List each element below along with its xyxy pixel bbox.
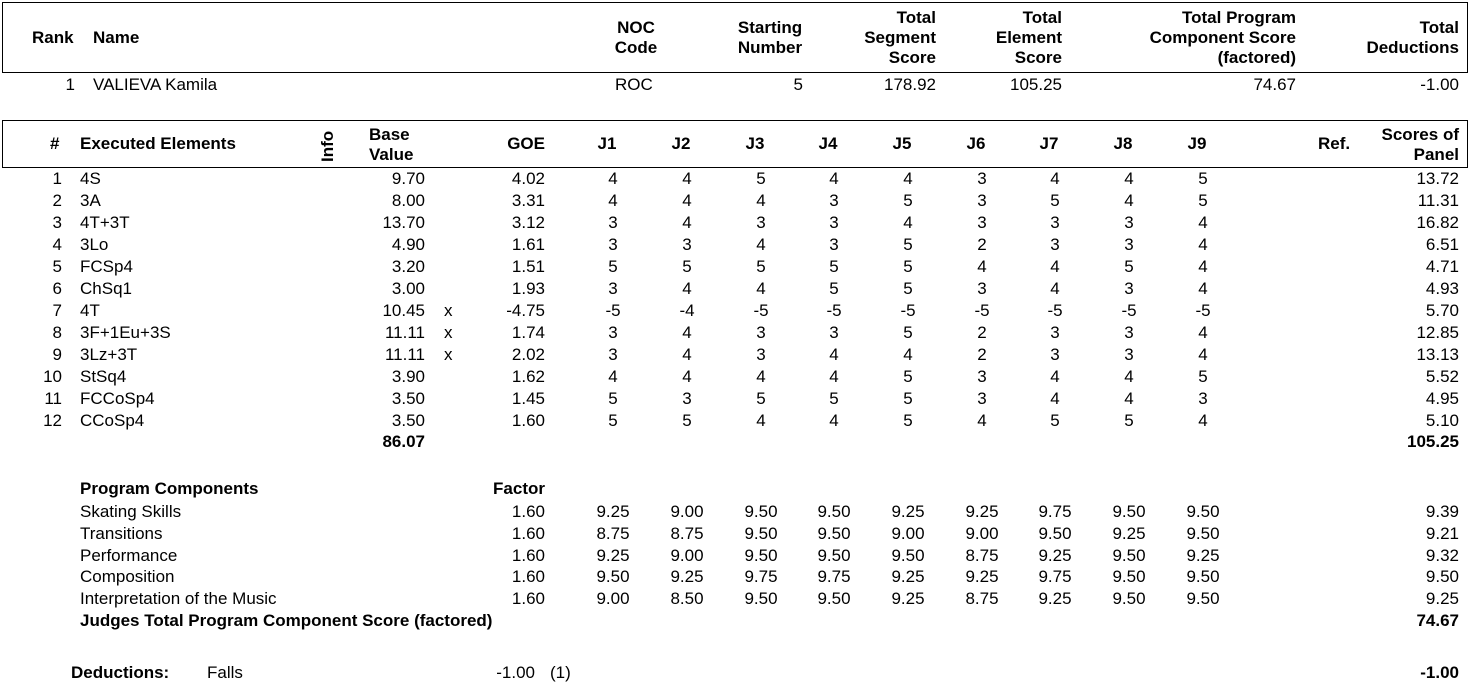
element-judge-score: 3 [1124, 279, 1134, 298]
element-judge-score: 4 [682, 191, 692, 210]
element-goe: 1.93 [511, 279, 545, 298]
element-judge-score: 4 [682, 367, 692, 386]
element-judge-score: 4 [756, 367, 766, 386]
element-judge-score: 3 [1124, 345, 1134, 364]
skater-tes: 105.25 [1010, 75, 1062, 94]
element-judge-score: 5 [1198, 169, 1208, 188]
element-goe: 1.60 [511, 411, 545, 430]
element-panel-score: 12.85 [1416, 323, 1459, 342]
element-judge-score: 5 [608, 411, 618, 430]
judge-header: J3 [745, 134, 765, 153]
element-name: 3Lo [80, 235, 109, 254]
element-base-value: 3.50 [391, 389, 425, 408]
noc-code-header: NOC Code [614, 18, 658, 57]
element-number: 10 [43, 367, 62, 386]
element-judge-score: 4 [1124, 367, 1134, 386]
judge-header: J4 [818, 134, 838, 153]
component-judge-score: 9.50 [817, 545, 851, 565]
element-judge-score: -5 [605, 301, 621, 320]
element-name: CCoSp4 [80, 411, 145, 430]
element-number: 9 [52, 345, 62, 364]
executed-elements-header: Executed Elements [80, 134, 236, 153]
element-judge-score: 4 [682, 213, 692, 232]
component-judge-score: 9.50 [1112, 589, 1146, 609]
deduction-type: Falls [207, 663, 243, 682]
element-judge-score: 4 [756, 235, 766, 254]
component-judge-score: 9.25 [891, 589, 925, 609]
skater-noc: ROC [615, 75, 653, 94]
element-judge-score: 5 [1050, 191, 1060, 210]
element-base-value: 3.50 [391, 411, 425, 430]
element-bonus-marker: x [444, 345, 453, 364]
program-components-title: Program Components [80, 479, 259, 498]
component-judge-score: 9.50 [1112, 545, 1146, 565]
element-judge-score: 3 [829, 235, 839, 254]
element-number: 12 [43, 411, 62, 430]
component-judge-score: 8.50 [670, 589, 704, 609]
element-judge-score: -5 [974, 301, 990, 320]
element-judge-score: 4 [829, 169, 839, 188]
component-judge-score: 9.25 [891, 567, 925, 587]
element-judge-score: 5 [903, 367, 913, 386]
skater-starting-number: 5 [793, 75, 803, 94]
component-judge-score: 9.00 [670, 502, 704, 521]
component-judge-score: 9.50 [1112, 502, 1146, 521]
element-judge-score: 3 [1198, 389, 1208, 408]
component-factor: 1.60 [511, 523, 545, 543]
component-name: Composition [80, 567, 175, 587]
component-name: Interpretation of the Music [80, 589, 277, 609]
element-panel-score: 13.13 [1416, 345, 1459, 364]
element-judge-score: 5 [608, 257, 618, 276]
element-base-value: 3.20 [391, 257, 425, 276]
deductions-label: Deductions: [71, 663, 170, 682]
element-judge-score: 5 [682, 257, 692, 276]
element-judge-score: 4 [829, 345, 839, 364]
element-name: FCCoSp4 [80, 389, 155, 408]
skater-pcs: 74.67 [1253, 75, 1296, 94]
element-judge-score: 5 [1050, 411, 1060, 430]
element-judge-score: 4 [1198, 279, 1208, 298]
name-header: Name [93, 28, 140, 47]
element-name: FCSp4 [80, 257, 133, 276]
element-judge-score: 5 [608, 389, 618, 408]
starting-number-header: Starting Number [737, 18, 803, 57]
component-judge-score: 9.00 [891, 523, 925, 543]
element-judge-score: 3 [977, 279, 987, 298]
component-factor: 1.60 [511, 502, 545, 521]
element-goe: 1.51 [511, 257, 545, 276]
element-judge-score: -4 [679, 301, 695, 320]
element-base-value: 13.70 [382, 213, 425, 232]
element-name: 3A [80, 191, 101, 210]
element-judge-score: 4 [903, 213, 913, 232]
element-judge-score: -5 [826, 301, 842, 320]
element-number: 4 [52, 235, 62, 254]
element-judge-score: 4 [682, 345, 692, 364]
element-judge-score: 4 [829, 367, 839, 386]
element-goe: 3.12 [511, 213, 545, 232]
ref-header: Ref. [1318, 134, 1351, 153]
element-judge-score: 5 [1198, 367, 1208, 386]
element-judge-score: 5 [756, 257, 766, 276]
element-judge-score: 4 [756, 411, 766, 430]
element-judge-score: 4 [756, 279, 766, 298]
component-judge-score: 8.75 [965, 589, 999, 609]
component-judge-score: 9.50 [1038, 523, 1072, 543]
element-judge-score: 3 [608, 345, 618, 364]
element-judge-score: 4 [1124, 191, 1134, 210]
element-judge-score: 5 [903, 235, 913, 254]
element-judge-score: 3 [608, 235, 618, 254]
deductions-total: -1.00 [1420, 663, 1459, 682]
element-judge-score: 2 [977, 345, 987, 364]
component-judge-score: 9.75 [1038, 567, 1072, 587]
component-factor: 1.60 [511, 589, 545, 609]
component-factor: 1.60 [511, 567, 545, 587]
element-judge-score: 4 [1050, 367, 1060, 386]
element-panel-score: 6.51 [1425, 235, 1459, 254]
component-judge-score: 9.50 [1112, 567, 1146, 587]
component-judge-score: 9.50 [817, 523, 851, 543]
element-judge-score: 2 [977, 235, 987, 254]
element-judge-score: 3 [608, 323, 618, 342]
element-number: 8 [52, 323, 62, 342]
element-goe: 2.02 [511, 345, 545, 364]
element-judge-score: 3 [1050, 323, 1060, 342]
element-judge-score: 3 [977, 191, 987, 210]
component-panel-score: 9.39 [1425, 502, 1459, 521]
rank-header: Rank [32, 28, 74, 47]
element-judge-score: 5 [829, 389, 839, 408]
component-factor: 1.60 [511, 545, 545, 565]
element-judge-score: 4 [977, 411, 987, 430]
element-judge-score: 3 [756, 213, 766, 232]
element-judge-score: 4 [1198, 411, 1208, 430]
element-number: 2 [52, 191, 62, 210]
element-base-value: 10.45 [382, 301, 425, 320]
base-value-header: Base Value [369, 125, 414, 164]
skater-rank: 1 [65, 75, 75, 94]
element-judge-score: 5 [1124, 411, 1134, 430]
component-judge-score: 9.50 [1186, 589, 1220, 609]
component-judge-score: 9.50 [891, 545, 925, 565]
element-judge-score: 4 [1198, 213, 1208, 232]
element-judge-score: 3 [1050, 213, 1060, 232]
element-judge-score: 5 [756, 169, 766, 188]
component-judge-score: 9.25 [1112, 523, 1146, 543]
component-panel-score: 9.21 [1425, 523, 1459, 543]
component-judge-score: 9.00 [965, 523, 999, 543]
element-judge-score: 4 [682, 169, 692, 188]
base-value-total: 86.07 [382, 432, 425, 451]
element-judge-score: 3 [977, 169, 987, 188]
component-judge-score: 9.50 [1186, 502, 1220, 521]
judge-header: J1 [597, 134, 617, 153]
deduction-value: -1.00 [496, 663, 535, 682]
element-judge-score: 4 [608, 169, 618, 188]
total-element-score-header: Total Element Score [995, 8, 1062, 67]
element-judge-score: -5 [900, 301, 916, 320]
judge-header: J5 [892, 134, 912, 153]
element-judge-score: 3 [1124, 323, 1134, 342]
element-panel-score: 4.93 [1425, 279, 1459, 298]
judge-header: J9 [1187, 134, 1207, 153]
component-judge-score: 9.50 [744, 502, 778, 521]
scores-of-panel-header: Scores of Panel [1381, 125, 1459, 164]
component-judge-score: 9.50 [817, 589, 851, 609]
element-panel-score: 5.10 [1425, 411, 1459, 430]
element-judge-score: 3 [682, 235, 692, 254]
element-judge-score: 3 [608, 213, 618, 232]
component-judge-score: 9.75 [817, 567, 851, 587]
element-number: 1 [52, 169, 62, 188]
judge-header: J8 [1113, 134, 1133, 153]
element-judge-score: 4 [829, 411, 839, 430]
element-judge-score: 3 [1124, 213, 1134, 232]
element-judge-score: 4 [1124, 169, 1134, 188]
element-judge-score: -5 [753, 301, 769, 320]
component-panel-score: 9.25 [1425, 589, 1459, 609]
skater-deductions: -1.00 [1420, 75, 1459, 94]
element-goe: 3.31 [511, 191, 545, 210]
element-judge-score: 3 [977, 213, 987, 232]
element-judge-score: 3 [829, 213, 839, 232]
total-pcs-header: Total Program Component Score (factored) [1149, 8, 1296, 67]
element-name: 4T [80, 301, 100, 320]
component-name: Performance [80, 545, 178, 565]
element-base-value: 8.00 [391, 191, 425, 210]
elements-num-header: # [50, 134, 60, 153]
element-goe: 4.02 [511, 169, 545, 188]
element-judge-score: 3 [829, 191, 839, 210]
element-judge-score: 4 [756, 191, 766, 210]
pcs-total-label: Judges Total Program Component Score (factored) [80, 611, 493, 630]
element-panel-score: 13.72 [1416, 169, 1459, 188]
component-judge-score: 9.75 [1038, 502, 1072, 521]
component-judge-score: 9.50 [744, 589, 778, 609]
element-judge-score: 5 [903, 411, 913, 430]
element-panel-score: 16.82 [1416, 213, 1459, 232]
pcs-total-value: 74.67 [1416, 611, 1459, 630]
skater-name: VALIEVA Kamila [93, 75, 218, 94]
element-judge-score: 5 [903, 191, 913, 210]
component-judge-score: 9.50 [817, 502, 851, 521]
element-goe: -4.75 [506, 301, 545, 320]
element-judge-score: 4 [1198, 323, 1208, 342]
component-judge-score: 9.25 [596, 502, 630, 521]
skater-tss: 178.92 [884, 75, 936, 94]
element-judge-score: 3 [977, 367, 987, 386]
element-bonus-marker: x [444, 301, 453, 320]
element-number: 7 [52, 301, 62, 320]
component-panel-score: 9.50 [1425, 567, 1459, 587]
element-judge-score: 4 [1198, 345, 1208, 364]
element-judge-score: 5 [903, 323, 913, 342]
element-judge-score: 4 [903, 345, 913, 364]
component-judge-score: 8.75 [596, 523, 630, 543]
component-judge-score: 9.25 [1038, 545, 1072, 565]
component-judge-score: 9.25 [670, 567, 704, 587]
element-judge-score: 3 [756, 345, 766, 364]
element-base-value: 3.90 [391, 367, 425, 386]
element-judge-score: 4 [1050, 169, 1060, 188]
component-judge-score: 9.50 [744, 545, 778, 565]
element-judge-score: 3 [1050, 345, 1060, 364]
element-judge-score: 5 [1124, 257, 1134, 276]
element-base-value: 11.11 [384, 345, 425, 364]
element-judge-score: 5 [829, 279, 839, 298]
element-judge-score: 4 [1050, 257, 1060, 276]
element-base-value: 11.11 [384, 323, 425, 342]
element-judge-score: 5 [682, 411, 692, 430]
info-header: Info [318, 130, 337, 162]
component-judge-score: 9.25 [1038, 589, 1072, 609]
element-panel-score: 4.95 [1425, 389, 1459, 408]
element-base-value: 3.00 [391, 279, 425, 298]
element-name: 3F+1Eu+3S [80, 323, 171, 342]
goe-header: GOE [507, 134, 545, 153]
element-panel-score: 11.31 [1417, 191, 1459, 210]
element-number: 5 [52, 257, 62, 276]
component-judge-score: 9.00 [670, 545, 704, 565]
factor-header: Factor [493, 479, 545, 498]
element-judge-score: 4 [682, 323, 692, 342]
component-judge-score: 9.25 [965, 567, 999, 587]
element-panel-score: 5.52 [1425, 367, 1459, 386]
element-judge-score: 3 [682, 389, 692, 408]
element-goe: 1.45 [511, 389, 545, 408]
component-judge-score: 8.75 [670, 523, 704, 543]
element-judge-score: -5 [1195, 301, 1211, 320]
component-judge-score: 9.50 [596, 567, 630, 587]
element-goe: 1.74 [511, 323, 545, 342]
component-judge-score: 9.25 [965, 502, 999, 521]
component-judge-score: 9.00 [596, 589, 630, 609]
element-judge-score: 5 [829, 257, 839, 276]
element-panel-score: 4.71 [1425, 257, 1459, 276]
element-judge-score: 4 [608, 191, 618, 210]
element-judge-score: 3 [608, 279, 618, 298]
component-judge-score: 9.25 [1186, 545, 1220, 565]
element-judge-score: 3 [829, 323, 839, 342]
component-judge-score: 9.50 [1186, 523, 1220, 543]
component-judge-score: 9.75 [744, 567, 778, 587]
component-name: Transitions [80, 523, 163, 543]
element-judge-score: 4 [682, 279, 692, 298]
element-judge-score: 5 [756, 389, 766, 408]
element-number: 11 [44, 389, 62, 408]
element-judge-score: 4 [1050, 279, 1060, 298]
element-name: 4S [80, 169, 101, 188]
element-judge-score: 5 [903, 257, 913, 276]
element-judge-score: 4 [1198, 235, 1208, 254]
component-judge-score: 9.25 [596, 545, 630, 565]
element-name: StSq4 [80, 367, 127, 386]
total-segment-score-header: Total Segment Score [864, 8, 936, 67]
element-name: 4T+3T [80, 213, 130, 232]
deduction-count: (1) [550, 663, 571, 682]
element-judge-score: 3 [977, 389, 987, 408]
element-judge-score: 5 [903, 279, 913, 298]
element-judge-score: 3 [756, 323, 766, 342]
component-judge-score: 9.50 [1186, 567, 1220, 587]
element-name: 3Lz+3T [80, 345, 138, 364]
judge-header: J6 [966, 134, 986, 153]
element-judge-score: -5 [1047, 301, 1063, 320]
component-panel-score: 9.32 [1425, 545, 1459, 565]
element-goe: 1.62 [511, 367, 545, 386]
element-judge-score: 2 [977, 323, 987, 342]
element-judge-score: 4 [903, 169, 913, 188]
element-bonus-marker: x [444, 323, 453, 342]
element-judge-score: 3 [1050, 235, 1060, 254]
element-judge-score: 4 [1050, 389, 1060, 408]
component-judge-score: 9.25 [891, 502, 925, 521]
total-deductions-header: Total Deductions [1366, 18, 1459, 57]
component-judge-score: 9.50 [744, 523, 778, 543]
element-judge-score: 4 [977, 257, 987, 276]
element-judge-score: -5 [1121, 301, 1137, 320]
element-number: 6 [52, 279, 62, 298]
judge-header: J2 [671, 134, 691, 153]
element-judge-score: 3 [1124, 235, 1134, 254]
component-judge-score: 8.75 [965, 545, 999, 565]
element-judge-score: 5 [1198, 191, 1208, 210]
element-number: 3 [52, 213, 62, 232]
element-base-value: 9.70 [391, 169, 425, 188]
element-goe: 1.61 [511, 235, 545, 254]
element-judge-score: 4 [608, 367, 618, 386]
element-judge-score: 4 [1124, 389, 1134, 408]
element-base-value: 4.90 [391, 235, 425, 254]
judge-header: J7 [1039, 134, 1059, 153]
component-name: Skating Skills [80, 502, 182, 521]
element-judge-score: 4 [1198, 257, 1208, 276]
element-judge-score: 5 [903, 389, 913, 408]
element-panel-score: 5.70 [1425, 301, 1459, 320]
element-name: ChSq1 [80, 279, 132, 298]
panel-score-total: 105.25 [1407, 432, 1459, 451]
